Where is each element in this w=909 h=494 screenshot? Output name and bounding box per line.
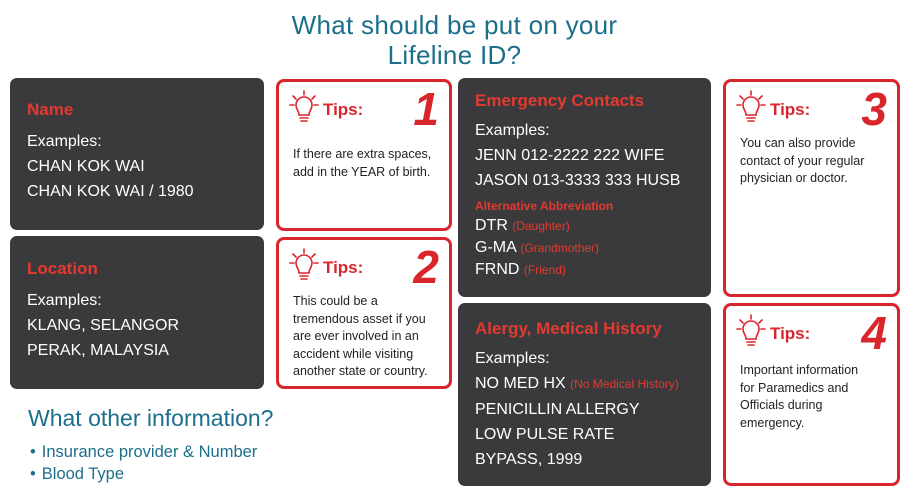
alternative-abbreviation-heading: Alternative Abbreviation — [475, 199, 614, 213]
abbreviation-meaning: (Daughter) — [512, 219, 570, 233]
tip-label: Tips: — [323, 258, 364, 277]
abbreviation-meaning: (Grandmother) — [520, 241, 600, 255]
name-example: CHAN KOK WAI / 1980 — [27, 183, 194, 200]
lightbulb-icon — [736, 314, 766, 348]
page-title — [0, 10, 909, 70]
abbreviation-row — [475, 259, 680, 281]
tip-number: 1 — [413, 83, 439, 135]
abbreviation-row — [475, 215, 680, 237]
location-card — [10, 236, 264, 389]
allergy-examples — [475, 346, 679, 472]
emergency-example: JASON 013-3333 333 HUSB — [475, 172, 681, 189]
location-example: PERAK, MALAYSIA — [27, 342, 169, 359]
tip-text: You can also provide contact of your regular physician or doctor. — [740, 136, 865, 185]
other-information-list — [30, 441, 257, 485]
allergy-example: BYPASS, 1999 — [475, 451, 583, 468]
tip-text: This could be a tremendous asset if you are ever involved in an accident while visiting another state or country. — [293, 294, 428, 378]
tip-box-3 — [723, 79, 900, 297]
allergy-example — [475, 371, 679, 397]
abbreviation: FRND — [475, 261, 520, 278]
tip-text: Important information for Paramedics and Officials during emergency. — [740, 363, 859, 430]
tip-box-4 — [723, 303, 900, 486]
page-title-line1: What should be put on your — [291, 10, 618, 40]
examples-label: Examples: — [27, 292, 102, 309]
emergency-examples — [475, 118, 680, 281]
list-item: • Insurance provider & Number — [30, 441, 257, 463]
abbreviation-row — [475, 237, 680, 259]
emergency-example: JENN 012-2222 222 WIFE — [475, 147, 665, 164]
abbreviation: DTR — [475, 217, 508, 234]
allergy-heading: Alergy, Medical History — [475, 319, 662, 338]
examples-label: Examples: — [27, 133, 102, 150]
emergency-contacts-card — [458, 78, 711, 297]
lightbulb-icon — [736, 90, 766, 124]
location-heading: Location — [27, 259, 98, 278]
page-title-line2: Lifeline ID? — [387, 40, 522, 70]
allergy-example: PENICILLIN ALLERGY — [475, 401, 640, 418]
tip-label: Tips: — [323, 100, 364, 119]
tip-number: 4 — [861, 307, 887, 359]
tip-box-1 — [276, 79, 452, 231]
tip-number: 2 — [413, 241, 439, 293]
tip-label: Tips: — [770, 100, 811, 119]
examples-label: Examples: — [475, 122, 550, 139]
examples-label: Examples: — [475, 350, 550, 367]
location-examples — [27, 288, 179, 363]
list-item: • Blood Type — [30, 463, 257, 485]
lightbulb-icon — [289, 90, 319, 124]
tip-box-2 — [276, 237, 452, 389]
name-card — [10, 78, 264, 230]
abbreviation: G-MA — [475, 239, 516, 256]
location-example: KLANG, SELANGOR — [27, 317, 180, 334]
name-example: CHAN KOK WAI — [27, 158, 145, 175]
tip-text: If there are extra spaces, add in the YEAR of birth. — [293, 147, 432, 179]
abbreviation-meaning: (Friend) — [523, 263, 566, 277]
name-heading: Name — [27, 100, 74, 119]
tip-label: Tips: — [770, 324, 811, 343]
other-information-title: What other information? — [28, 405, 274, 431]
lightbulb-icon — [289, 248, 319, 282]
emergency-heading: Emergency Contacts — [475, 91, 645, 110]
allergy-example-note: (No Medical History) — [570, 377, 679, 391]
allergy-example: LOW PULSE RATE — [475, 426, 615, 443]
name-examples — [27, 129, 194, 204]
tip-number: 3 — [861, 83, 887, 135]
allergy-medical-history-card — [458, 303, 711, 486]
allergy-example-text: NO MED HX — [475, 375, 566, 392]
